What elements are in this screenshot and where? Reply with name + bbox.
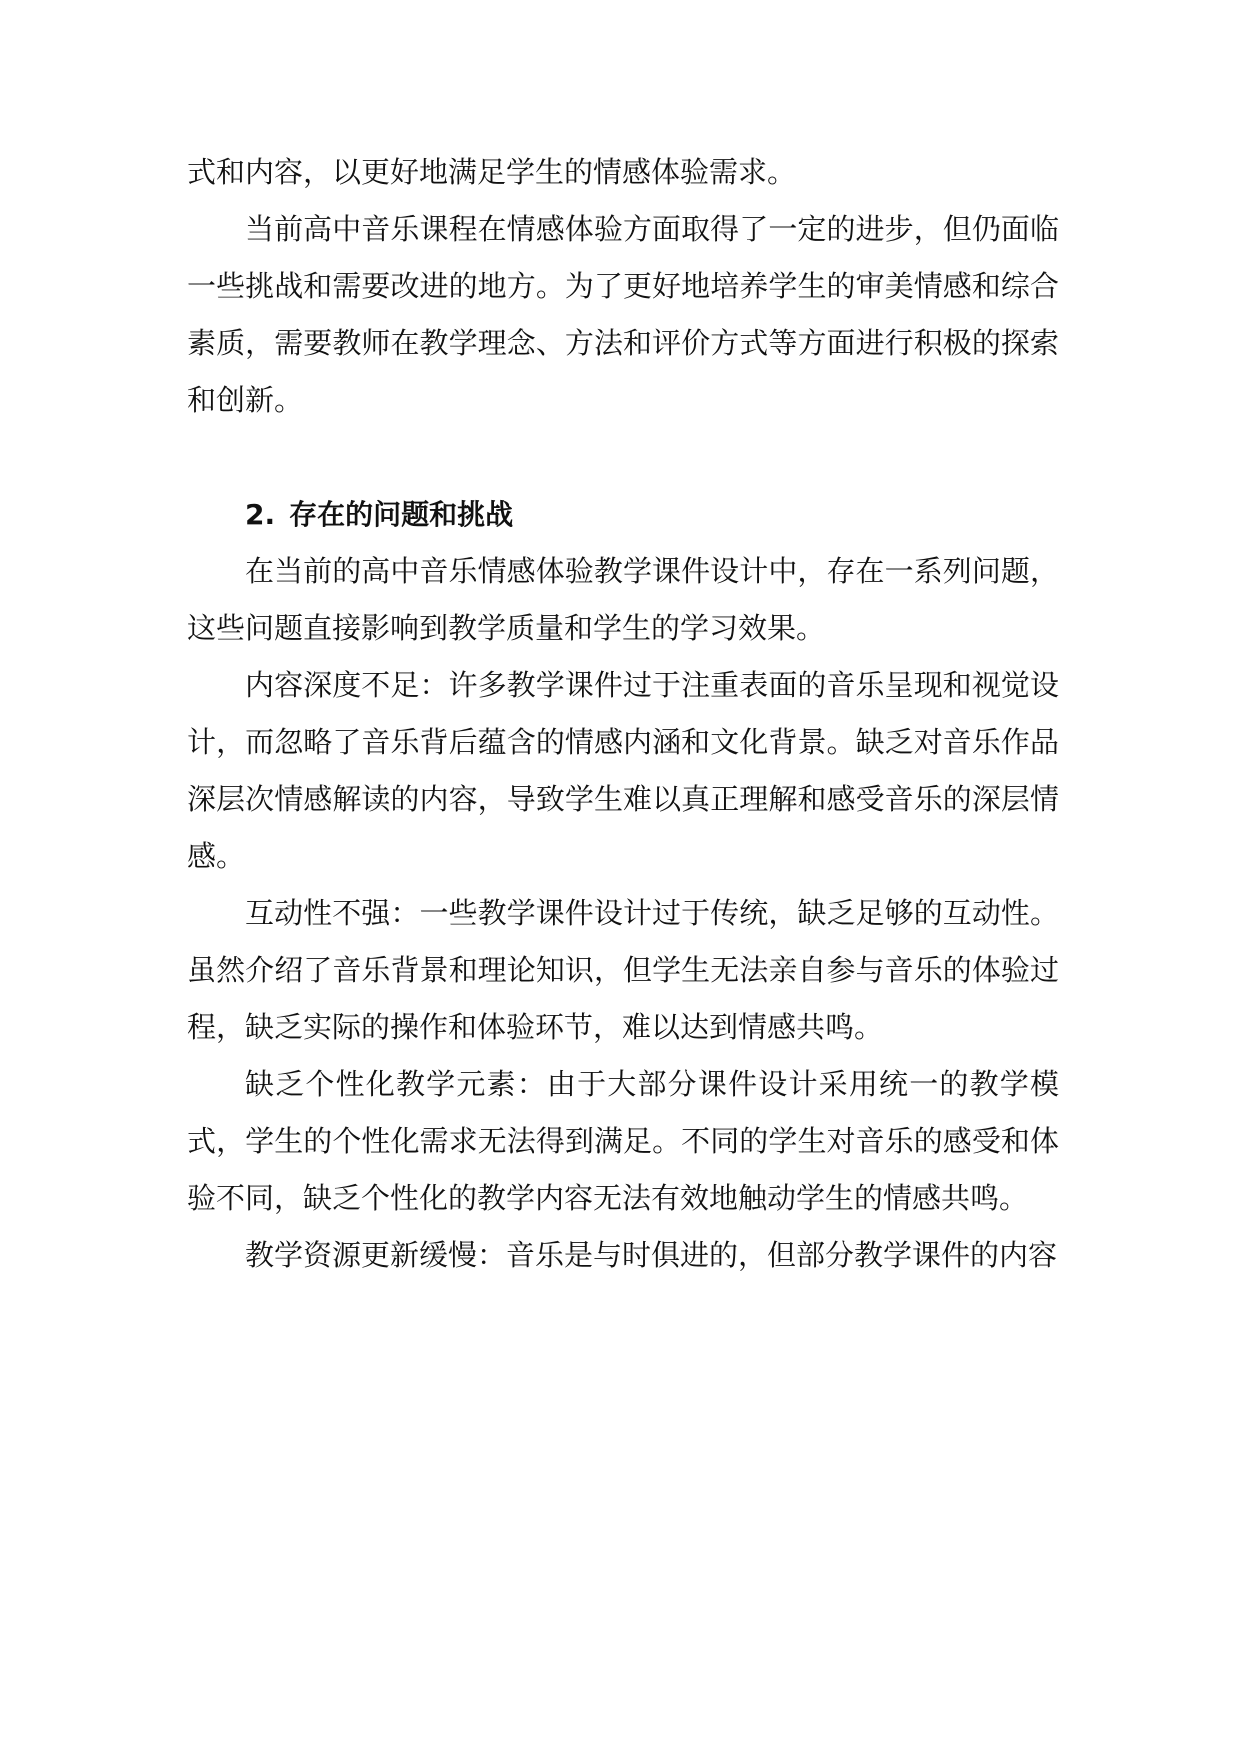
section-heading xyxy=(187,486,1059,543)
paragraph-summary: 当前高中音乐课程在情感体验方面取得了一定的进步，但仍面临一些挑战和需要改进的地方。为了更好地培养学生的审美情感和综合素质，需要教师在教学理念、方法和评价方式等方面进行积极的探索和创新。 xyxy=(187,212,1059,417)
section-number: 2. xyxy=(245,498,276,531)
document-body xyxy=(187,144,1059,1284)
paragraph-interactivity: 互动性不强：一些教学课件设计过于传统，缺乏足够的互动性。虽然介绍了音乐背景和理论知识，但学生无法亲自参与音乐的体验过程，缺乏实际的操作和体验环节，难以达到情感共鸣。 xyxy=(187,896,1059,1044)
paragraph-resource-updates: 教学资源更新缓慢：音乐是与时俱进的，但部分教学课件的内容 xyxy=(245,1238,1058,1272)
paragraph-intro: 在当前的高中音乐情感体验教学课件设计中，存在一系列问题，这些问题直接影响到教学质量和学生的学习效果。 xyxy=(187,554,1059,645)
paragraph-personalization: 缺乏个性化教学元素：由于大部分课件设计采用统一的教学模式，学生的个性化需求无法得到满足。不同的学生对音乐的感受和体验不同，缺乏个性化的教学内容无法有效地触动学生的情感共鸣。 xyxy=(187,1067,1059,1215)
section-title: 存在的问题和挑战 xyxy=(289,498,514,531)
paragraph-content-depth: 内容深度不足：许多教学课件过于注重表面的音乐呈现和视觉设计，而忽略了音乐背后蕴含的情感内涵和文化背景。缺乏对音乐作品深层次情感解读的内容，导致学生难以真正理解和感受音乐的深层情感。 xyxy=(187,668,1059,873)
paragraph-continuation: 式和内容，以更好地满足学生的情感体验需求。 xyxy=(187,155,797,189)
